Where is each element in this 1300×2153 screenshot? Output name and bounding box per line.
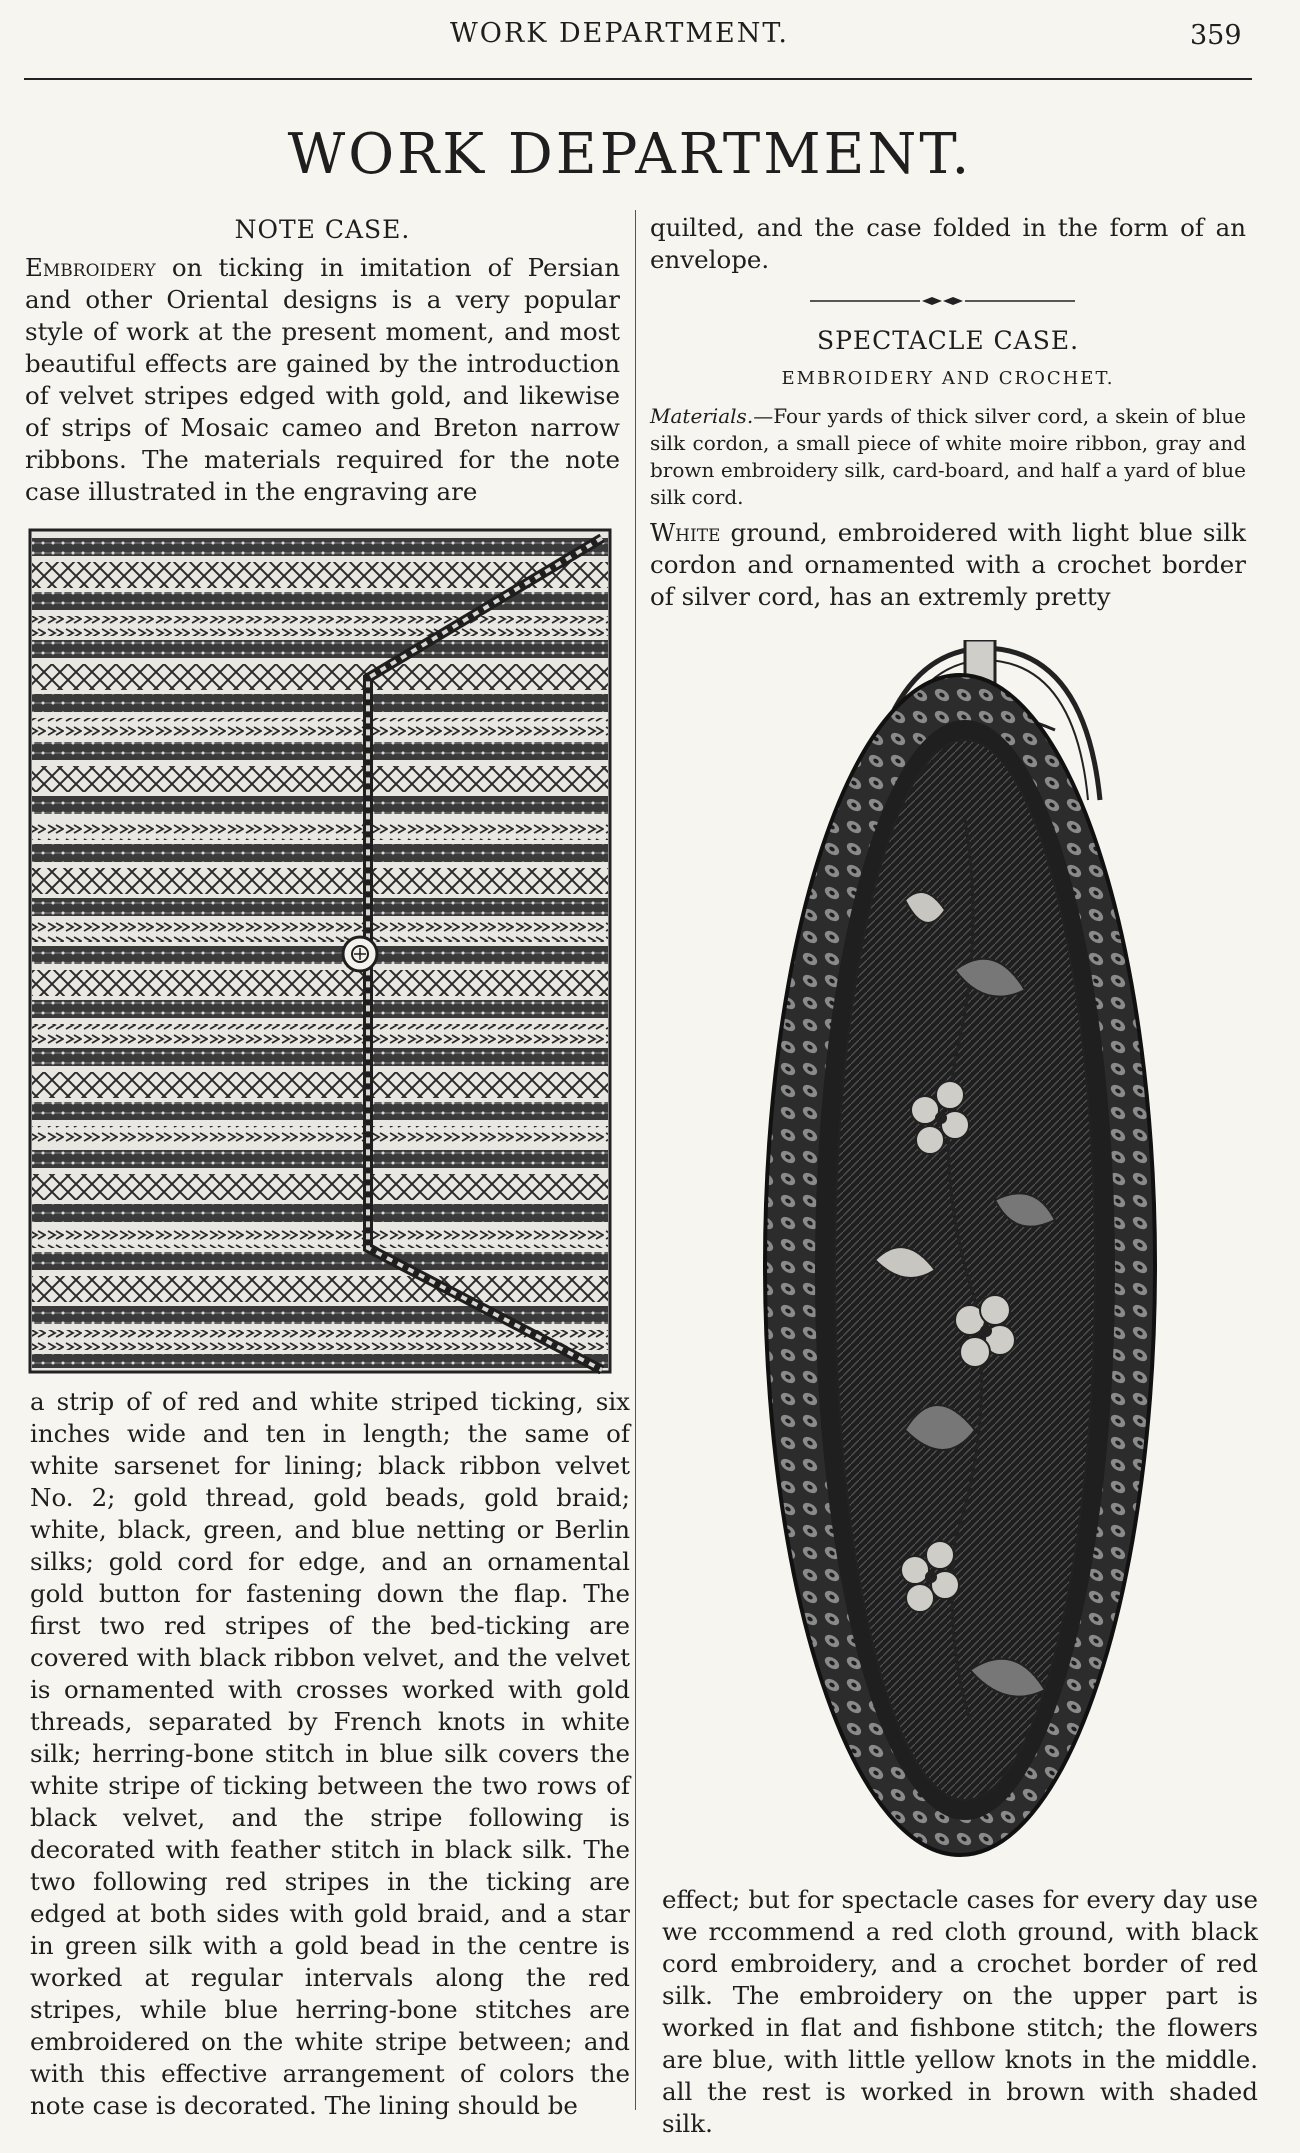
spectacle-case-continuation xyxy=(662,1884,1258,2140)
note-case-dropcap-word: Embroidery xyxy=(25,253,156,282)
running-title: WORK DEPARTMENT. xyxy=(450,18,789,49)
spectacle-case-materials xyxy=(650,403,1246,511)
spectacle-case-continuation-paragraph: effect; but for spectacle cases for every day use we rccommend a red cloth ground, with black cord embroidery, and a crochet border of red silk. The embroidery on the upper part is worked in flat and fishbone stitch; the flowers are blue, with little yellow knots in the middle. all the rest is worked in brown with shaded silk. xyxy=(662,1885,1258,2138)
note-case-illustration xyxy=(28,528,612,1374)
note-case-intro-paragraph xyxy=(25,252,620,508)
note-case-column2-top xyxy=(650,212,1246,276)
page-number: 359 xyxy=(1190,20,1242,51)
materials-label: Materials. xyxy=(650,404,754,428)
materials-text: —Four yards of thick silver cord, a skein of blue silk cordon, a small piece of white moire ribbon, gray and brown embroidery silk, card-board, and half a yard of blue silk cord. xyxy=(650,404,1246,509)
note-case-heading: NOTE CASE. xyxy=(234,215,411,244)
spectacle-dropcap-word: White xyxy=(650,518,721,547)
note-case-continuation xyxy=(30,1386,630,2122)
spectacle-case-illustration xyxy=(755,640,1165,1870)
note-case-intro-text: on ticking in imitation of Persian and other Oriental designs is a very popular style of work at the present moment, and most beautiful effects are gained by the introduction of velvet stripes edged with gold, and likewise of strips of Mosaic cameo and Breton narrow ribbons. The materials required for the note case illustrated in the engraving are xyxy=(25,253,620,506)
note-case-final-paragraph: quilted, and the case folded in the form of an envelope. xyxy=(650,213,1246,274)
section-ornament xyxy=(810,296,1075,306)
note-case-continuation-paragraph: a strip of of red and white striped ticking, six inches wide and ten in length; the same of white sarsenet for lining; black ribbon velvet No. 2; gold thread, gold beads, gold braid; white, black, green, and blue netting or Berlin silks; gold cord for edge, and an ornamental gold button for fastening down the flap. The first two red stripes of the bed-ticking are covered with black ribbon velvet, and the velvet is ornamented with crosses worked with gold threads, separated by French knots in white silk; herring-bone stitch in blue silk covers the white stripe of ticking between the two rows of black velvet, and the stripe following is decorated with feather stitch in black silk. The two following red stripes in the ticking are edged at both sides with gold braid, and a star in green silk with a gold bead in the centre is worked at regular intervals along the red stripes, while blue herring-bone stitches are embroidered on the white stripe between; and with this effective arrangement of colors the note case is decorated. The lining should be xyxy=(30,1387,630,2120)
spectacle-case-subheading: EMBROIDERY AND CROCHET. xyxy=(781,368,1115,389)
running-head xyxy=(0,14,1300,64)
column-divider xyxy=(635,210,636,2110)
header-rule xyxy=(24,78,1252,80)
note-case-intro xyxy=(25,214,620,508)
spectacle-body-text: ground, embroidered with light blue silk cordon and ornamented with a crochet border of silver cord, has an extremly pretty xyxy=(650,518,1246,611)
main-title: WORK DEPARTMENT. xyxy=(287,122,973,187)
spectacle-case-body xyxy=(650,517,1246,613)
flap-button xyxy=(343,937,377,971)
spectacle-case-heading: SPECTACLE CASE. xyxy=(816,326,1080,355)
spectacle-case-intro xyxy=(650,325,1246,613)
